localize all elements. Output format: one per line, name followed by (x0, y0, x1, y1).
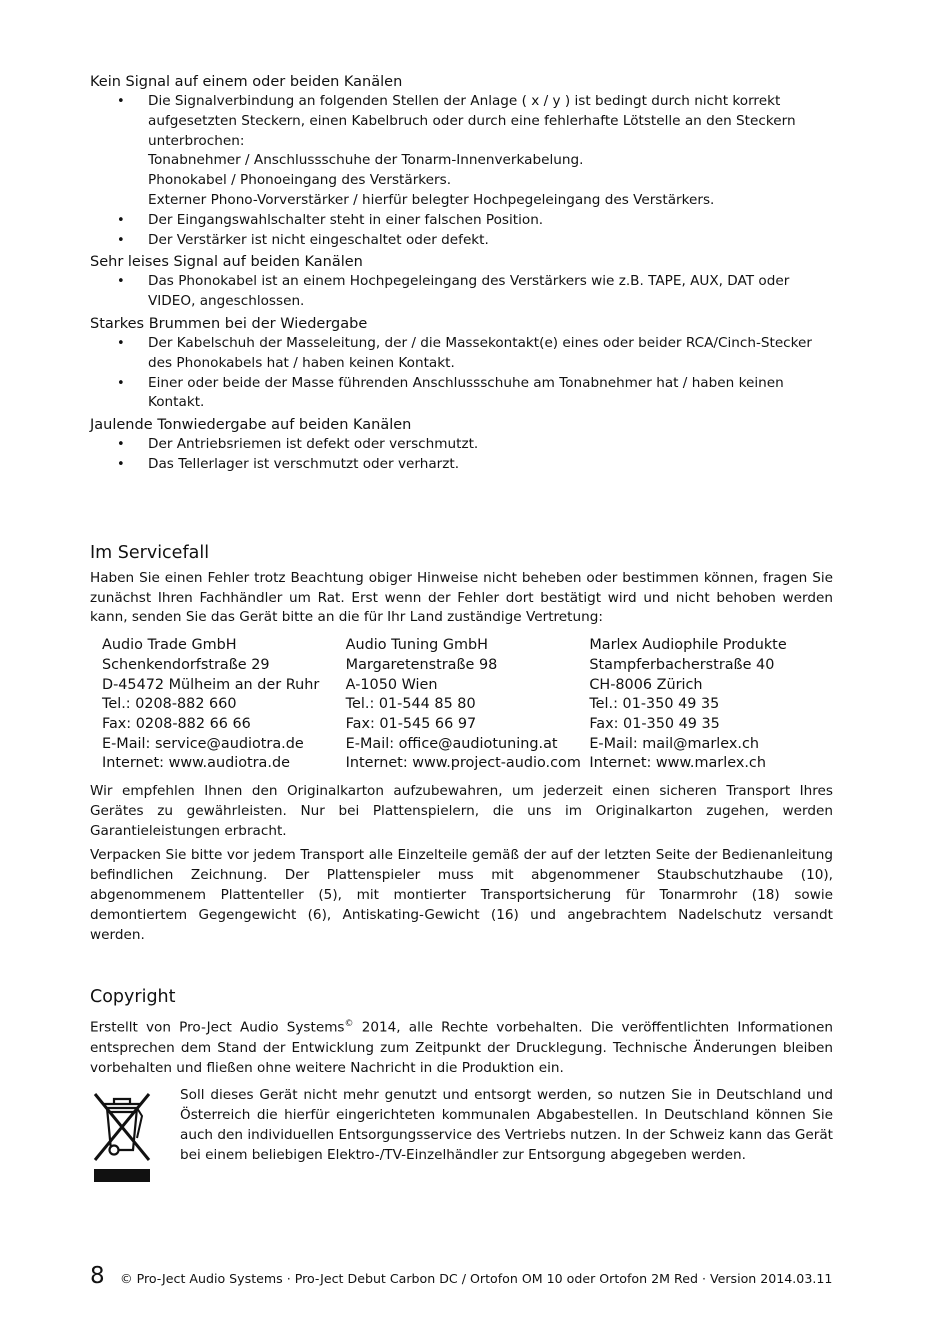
address-line: Tel.: 01-350 49 35 (589, 696, 720, 713)
list-item (90, 92, 833, 211)
list-item-line: • Die Signalverbindung an folgenden Stellen der Anlage ( x / y ) ist bedingt durch nicht korrekt aufgesetzten Steckern, einen Kabelbruch oder durch eine fehlerhafte Lötstelle an den Steckern unterbrochen: (148, 93, 796, 149)
address-line: Marlex Audiophile Produkte (589, 637, 787, 654)
list-item-line: Tonabnehmer / Anschlussschuhe der Tonarm-Innenverkabelung. (148, 152, 584, 169)
address-line: Stampferbacherstraße 40 (589, 656, 775, 673)
copyright-text-after: 2014, alle Rechte vorbehalten. Die veröffentlichten Informationen entsprechen dem Stand der Entwicklung zum Zeitpunkt der Drucklegung. Technische Änderungen bleiben vorbehalten und fließen ohne weitere Nachricht in die Produktion ein. (90, 1019, 834, 1076)
trouble-heading: Kein Signal auf einem oder beiden Kanälen (90, 74, 403, 90)
disposal-text: Soll dieses Gerät nicht mehr genutzt und entsorgt werden, so nutzen Sie in Deutschland und Österreich die hierfür eingerichteten kommunalen Abgabestellen. In Deutschland können Sie auch den individuellen Entsorgungsservice des Vertriebs nutzen. In der Schweiz kann das Gerät bei einem beliebigen Elektro-/TV-Einzelhändler zur Entsorgung abgegeben werden. (180, 1087, 833, 1163)
list-item-line: • Das Phonokabel ist an einem Hochpegeleingang des Verstärkers wie z.B. TAPE, AUX, DAT oder VIDEO, angeschlossen. (148, 273, 790, 310)
list-item (90, 374, 833, 414)
address-line: E-Mail: office@audiotuning.at (345, 735, 558, 752)
trouble-list (90, 272, 833, 312)
trouble-heading: Sehr leises Signal auf beiden Kanälen (90, 254, 363, 271)
disposal-block (90, 1086, 833, 1188)
address-line: Internet: www.marlex.ch (589, 755, 766, 772)
list-item-line: • Das Tellerlager ist verschmutzt oder verharzt. (148, 455, 460, 472)
copyright-symbol: © (344, 1019, 354, 1030)
list-item-line: • Einer oder beide der Masse führenden Anschlussschuhe am Tonabnehmer hat / haben keinen Kontakt. (148, 374, 784, 411)
troubleshooting-section (90, 72, 833, 475)
copyright-text-before: Erstellt von Pro-Ject Audio Systems (90, 1019, 345, 1036)
trouble-list (90, 435, 833, 475)
list-item (90, 231, 833, 251)
list-item-line: • Der Kabelschuh der Masseleitung, der / die Massekontakt(e) eines oder beider RCA/Cinch-Stecker des Phonokabels hat / haben keinen Kontakt. (148, 334, 812, 371)
page-number: 8 (90, 1263, 105, 1289)
address-line: A-1050 Wien (345, 676, 438, 693)
document-page (90, 72, 833, 1188)
address-line: Audio Tuning GmbH (345, 637, 488, 654)
address-column (589, 636, 833, 774)
list-item (90, 211, 833, 231)
weee-crossed-bin-icon (90, 1086, 180, 1188)
address-line: E-Mail: service@audiotra.de (102, 735, 304, 752)
list-item-line: • Der Eingangswahlschalter steht in einer falschen Position. (148, 211, 544, 228)
list-item (90, 435, 833, 455)
address-line: Tel.: 0208-882 660 (102, 696, 237, 713)
address-column (102, 636, 346, 774)
address-line: Tel.: 01-544 85 80 (345, 696, 476, 713)
address-line: D-45472 Mülheim an der Ruhr (102, 676, 320, 693)
address-line: Fax: 01-350 49 35 (589, 715, 720, 732)
list-item (90, 455, 833, 475)
service-title: Im Servicefall (90, 542, 210, 563)
address-line: Internet: www.audiotra.de (102, 755, 290, 772)
service-paragraph-packaging: Wir empfehlen Ihnen den Originalkarton aufzubewahren, um jederzeit einen sicheren Transport Ihres Gerätes zu gewährleisten. Nur bei Plattenspielern, die uns im Originalkarton zugehen, werden Garantieleistungen erbracht. (90, 783, 833, 839)
copyright-title: Copyright (90, 987, 176, 1008)
list-item-line: • Der Verstärker ist nicht eingeschaltet oder defekt. (148, 231, 489, 248)
copyright-text (90, 1015, 833, 1078)
list-item-line: • Der Antriebsriemen ist defekt oder verschmutzt. (148, 436, 479, 453)
trouble-heading: Jaulende Tonwiedergabe auf beiden Kanälen (90, 417, 412, 434)
page-footer (90, 1263, 850, 1289)
footer-text: © Pro-Ject Audio Systems · Pro-Ject Debut Carbon DC / Ortofon OM 10 oder Ortofon 2M Red · Version 2014.03.11 (120, 1271, 833, 1286)
trouble-list (90, 334, 833, 413)
list-item-line: Phonokabel / Phonoeingang des Verstärkers. (148, 172, 452, 189)
address-table (90, 636, 833, 774)
list-item (90, 272, 833, 312)
address-line: Fax: 0208-882 66 66 (102, 715, 251, 732)
service-paragraph-transport: Verpacken Sie bitte vor jedem Transport alle Einzelteile gemäß der auf der letzten Seite der Bedienanleitung befindlichen Zeichnung. Der Plattenspieler muss mit abgenommener Staubschutzhaube (10), abgenommenem Plattenteller (5), mit montierter Transportsicherung für Tonarmrohr (18) sowie demontiertem Gegengewicht (6), Antiskating-Gewicht (16) und angebrachtem Nadelschutz versandt werden. (90, 847, 833, 943)
address-line: E-Mail: mail@marlex.ch (589, 735, 759, 752)
trouble-list (90, 92, 833, 250)
address-line: Internet: www.project-audio.com (345, 755, 581, 772)
list-item-line: Externer Phono-Vorverstärker / hierfür belegter Hochpegeleingang des Verstärkers. (148, 191, 715, 208)
address-line: Schenkendorfstraße 29 (102, 656, 270, 673)
service-intro: Haben Sie einen Fehler trotz Beachtung obiger Hinweise nicht beheben oder bestimmen können, fragen Sie zunächst Ihren Fachhändler um Rat. Erst wenn der Fehler dort bestätigt wird und nicht behoben werden kann, senden Sie das Gerät bitte an die für Ihr Land zuständige Vertretung: (90, 569, 833, 626)
address-line: Fax: 01-545 66 97 (345, 715, 477, 732)
address-column (346, 636, 590, 774)
address-line: Margaretenstraße 98 (345, 656, 498, 673)
address-line: CH-8006 Zürich (589, 676, 703, 693)
address-line: Audio Trade GmbH (102, 637, 237, 654)
trouble-heading: Starkes Brummen bei der Wiedergabe (90, 315, 368, 332)
list-item (90, 334, 833, 374)
